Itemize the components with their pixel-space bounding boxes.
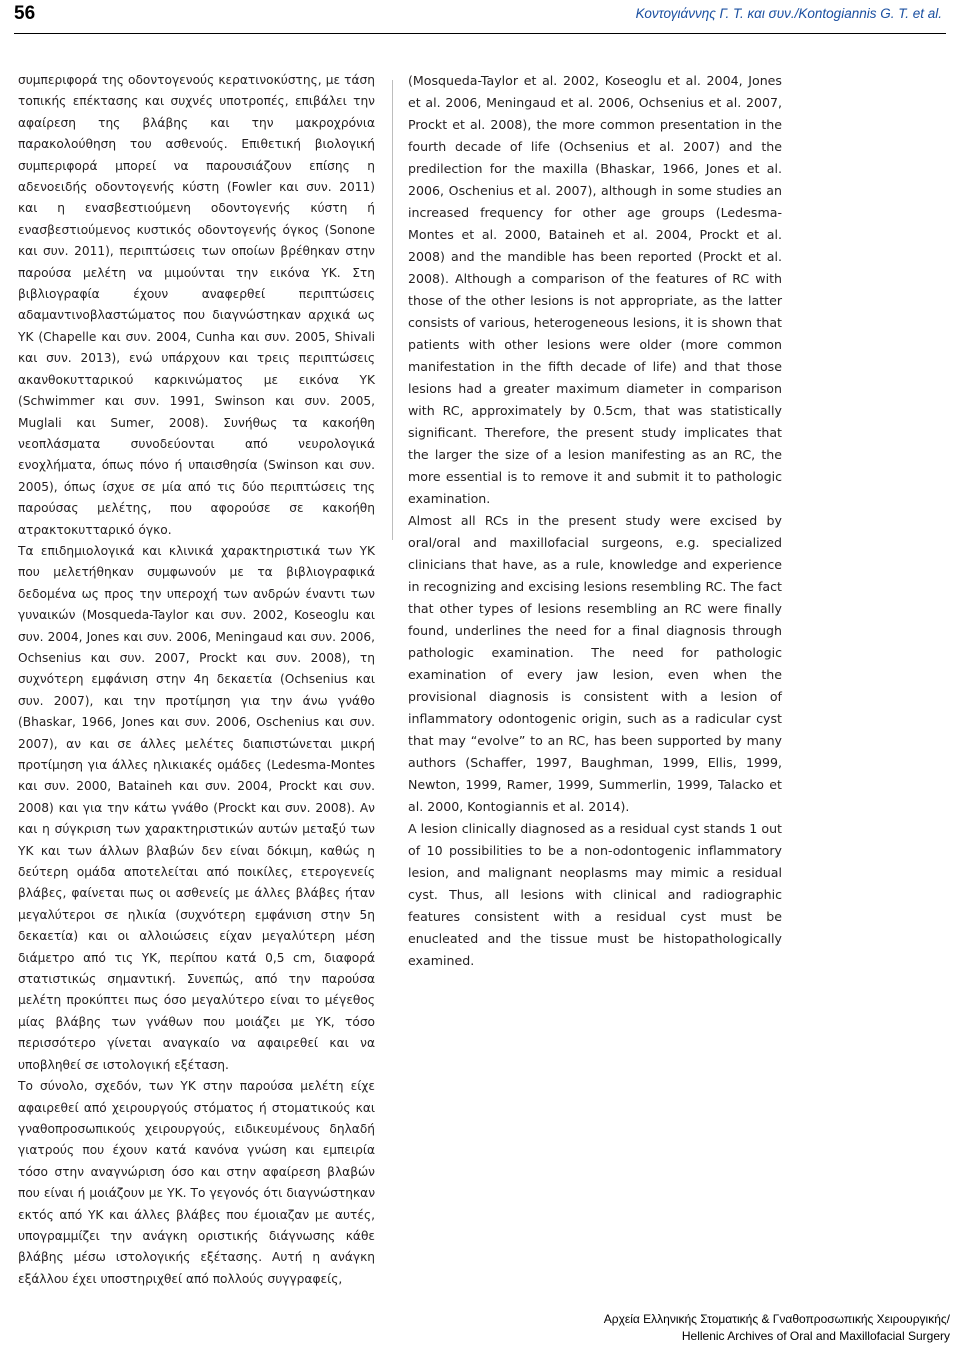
left-column [18, 70, 375, 1290]
left-paragraph-3: Το σύνολο, σχεδόν, των ΥΚ στην παρούσα μελέτη είχε αφαιρεθεί από χειρουργούς στόματος ή στοματικούς και γναθοπροσωπικούς χειρουργούς, ειδικευμένους δηλαδή γιατρούς που έχουν κατά κανόνα γνώση και εμπειρία τόσο στην αναγνώριση όσο και στην αφαίρεση βλαβών που είναι ή μοιάζουν με ΥΚ. Το γεγονός ότι διαγνώστηκαν εκτός από ΥΚ και άλλες βλάβες που έμοιαζαν με αυτές, υπογραμμίζει την ανάγκη οριστικής διάγνωσης κάθε βλάβης μέσω ιστολογικής εξέτασης. Αυτή η ανάγκη εξάλλου έχει υποστηριχθεί από πολλούς συγγραφείς, [18, 1079, 375, 1286]
right-column [408, 70, 782, 972]
column-divider [392, 80, 393, 540]
left-paragraph-1: συμπεριφορά της οδοντογενούς κερατινοκύστης, με τάση τοπικής επέκτασης και συχνές υποτροπές, επιβάλει την αφαίρεση της βλάβης και την μακροχρόνια παρακολούθηση του ασθενούς. Επιθετική βιολογική συμπεριφορά μπορεί να παρουσιάζουν επίσης η αδενοειδής οδοντογενής κύστη (Fowler και συν. 2011) και η ενασβεστιούμενη οδοντογενής κύστη ή ενασβεστιούμενος κυστικός οδοντογενής όγκος (Sonone και συν. 2011), περιπτώσεις των οποίων βρέθηκαν στην παρούσα μελέτη να μιμούνται την εικόνα ΥΚ. Στη βιβλιογραφία έχουν αναφερθεί περιπτώσεις αδαμαντινοβλαστώματος που διαγνώστηκαν αρχικά ως ΥΚ (Chapelle και συν. 2004, Cunha και συν. 2005, Shivali και συν. 2013), ενώ υπάρχουν και τρεις περιπτώσεις ακανθοκυτταρικού καρκινώματος με εικόνα ΥΚ (Schwimmer και συν. 1991, Swinson και συν. 2005, Muglali και Sumer, 2008). Συνήθως τα κακοήθη νεοπλάσματα συνοδεύονται από νευρολογικά ενοχλήματα, όπως πόνο ή υπαισθησία (Swinson και συν. 2005), όπως ίσχυε σε μία από τις δύο περιπτώσεις της παρούσας μελέτης, που αφορούσε σε κακοήθη ατρακτοκυτταρικό όγκο. [18, 73, 375, 537]
running-head: Κοντογιάννης Γ. Τ. και συν./Kontogiannis G. T. et al. [635, 6, 942, 21]
right-paragraph-3: A lesion clinically diagnosed as a residual cyst stands 1 out of 10 possibilities to be a non-odontogenic inflammatory lesion, and malignant neoplasms may mimic a residual cyst. Thus, all lesions with clinical and radiographic features consistent with a residual cyst must be enucleated and the tissue must be histopathologically examined. [408, 821, 782, 968]
right-paragraph-1: (Mosqueda-Taylor et al. 2002, Koseoglu et al. 2004, Jones et al. 2006, Meningaud et al. 2006, Ochsenius et al. 2007, Prockt et al. 2008), the more common presentation in the fourth decade of life (Ochsenius et al. 2007) and the predilection for the maxilla (Bhaskar, 1966, Jones et al. 2006, Oschenius et al. 2007), although in some studies an increased frequency for other age groups (Ledesma-Montes et al. 2000, Bataineh et al. 2004, Prockt et al. 2008) and the mandible has been reported (Prockt et al. 2008). Although a comparison of the features of RC with those of the other lesions is not appropriate, as the latter consists of various, heterogeneous lesions, it is shown that patients with other lesions were older (more common manifestation in the fifth decade of life) and that those lesions had a greater maximum diameter in comparison with RC, approximately by 0.5cm, that was statistically significant. Therefore, the present study implicates that the larger the size of a lesion manifesting as an RC, the more essential is to remove it and submit it to pathologic examination. [408, 73, 782, 506]
left-paragraph-2: Τα επιδημιολογικά και κλινικά χαρακτηριστικά των ΥΚ που μελετήθηκαν συμφωνούν με τα βιβλιογραφικά δεδομένα ως προς την υπεροχή των ανδρών έναντι των γυναικών (Mosqueda-Taylor και συν. 2002, Koseoglu και συν. 2004, Jones και συν. 2006, Meningaud και συν. 2006, Ochsenius και συν. 2007, Prockt και συν. 2008), τη συχνότερη εμφάνιση στην 4η δεκαετία (Ochsenius και συν. 2007), και την προτίμηση για την άνω γνάθο (Bhaskar, 1966, Jones και συν. 2006, Oschenius και συν. 2007), αν και σε άλλες μελέτες διαπιστώνεται μικρή προτίμηση για άλλες ηλικιακές ομάδες (Ledesma-Montes και συν. 2000, Bataineh και συν. 2004, Prockt και συν. 2008) και για την κάτω γνάθο (Prockt και συν. 2008). Αν και η σύγκριση των χαρακτηριστικών αυτών μεταξύ των ΥΚ και των άλλων βλαβών δεν είναι δόκιμη, καθώς η δεύτερη ομάδα αποτελείται από ποικίλες, ετερογενείς βλάβες, φαίνεται πως οι ασθενείς με άλλες βλάβες ήταν μεγαλύτεροι σε ηλικία (συχνότερη εμφάνιση στην 5η δεκαετία) και οι αλλοιώσεις είχαν μεγαλύτερη μέση διάμετρο από τις ΥΚ, περίπου κατά 0,5 cm, διαφορά στατιστικώς σημαντική. Συνεπώς, από την παρούσα μελέτη προκύπτει πως όσο μεγαλύτερο είναι το μέγεθος μίας βλάβης των γνάθων που μοιάζει με ΥΚ, τόσο περισσότερο γίνεται αναγκαίο να αφαιρεθεί και να υποβληθεί σε ιστολογική εξέταση. [18, 543, 375, 1072]
right-paragraph-2: Almost all RCs in the present study were excised by oral/oral and maxillofacial surgeons, e.g. specialized clinicians that have, as a rule, knowledge and experience in recognizing and excising lesions resembling RC. The fact that other types of lesions resembling an RC were finally found, underlines the need for a final diagnosis through pathologic examination. The need for pathologic examination of every jaw lesion, even when the provisional diagnosis is consistent with a lesion of inflammatory odontogenic origin, such as a radicular cyst that may “evolve” to an RC, has been supported by many authors (Schaffer, 1997, Baughman, 1999, Ellis, 1999, Newton, 1999, Ramer, 1999, Summerlin, 1999, Talacko et al. 2000, Kontogiannis et al. 2014). [408, 513, 782, 814]
journal-footer [604, 1311, 950, 1345]
header-rule [14, 33, 946, 34]
journal-title-english: Hellenic Archives of Oral and Maxillofacial Surgery [681, 1329, 950, 1343]
journal-title-greek: Αρχεία Ελληνικής Στοματικής & Γναθοπροσωπικής Χειρουργικής/ [603, 1312, 950, 1326]
page-number: 56 [14, 3, 36, 24]
